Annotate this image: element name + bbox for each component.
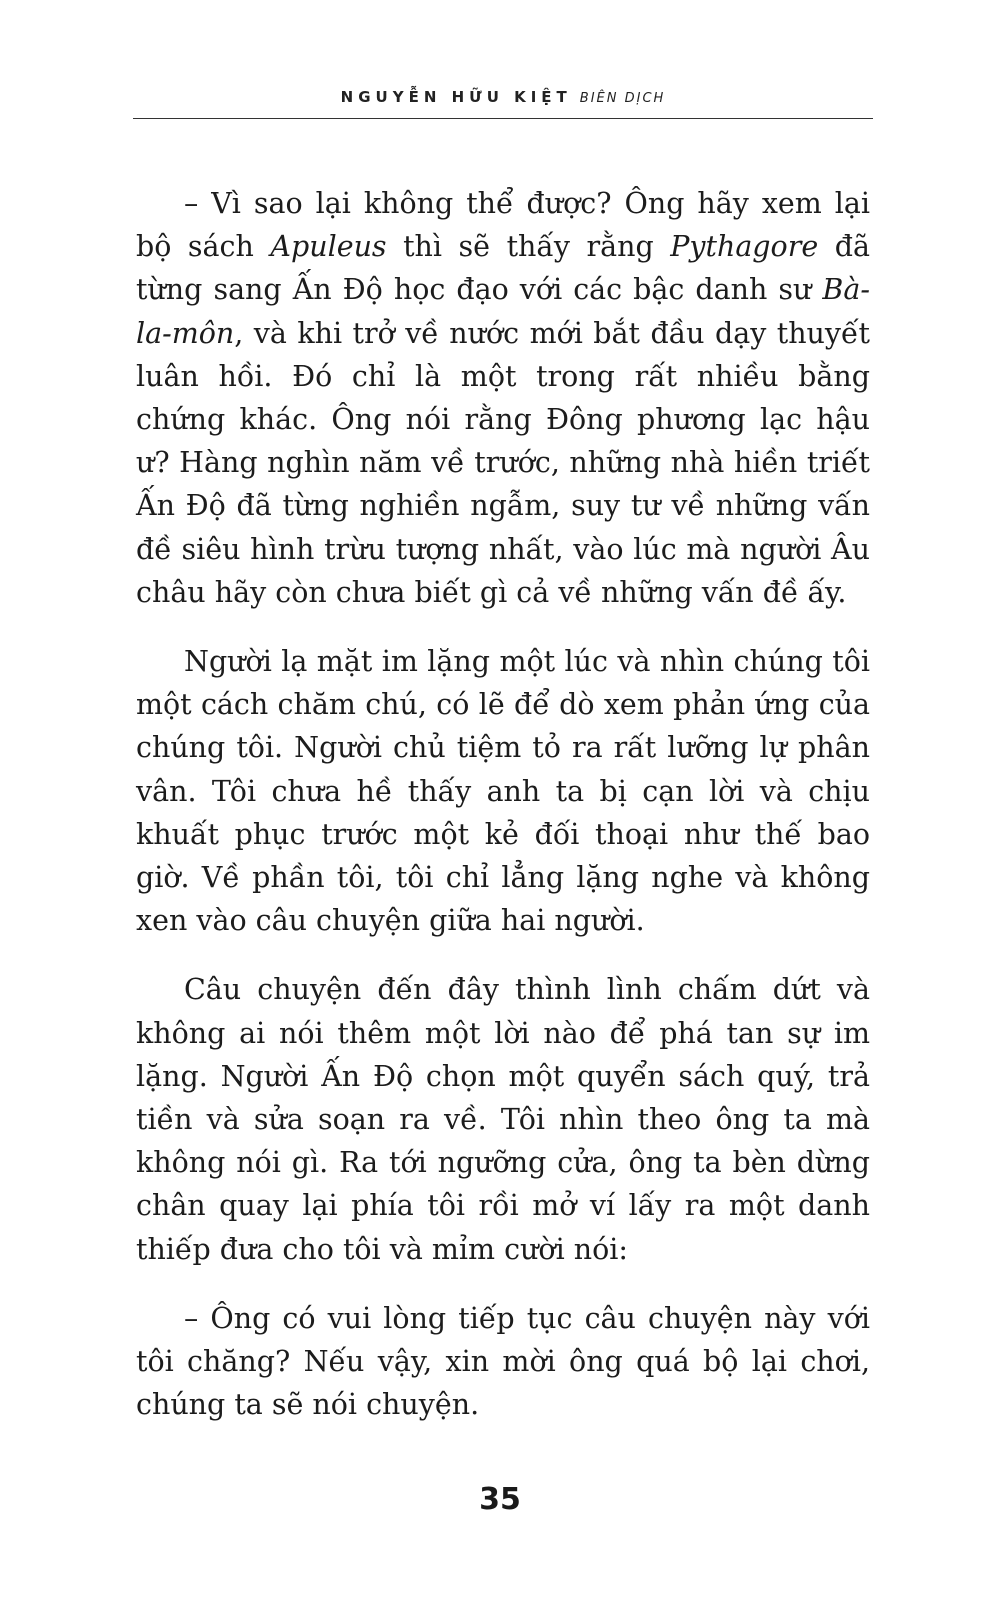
paragraph [136,640,870,942]
page-number: 35 [479,1482,521,1517]
header-rule [133,118,873,119]
running-head-role: BIÊN DỊCH [579,91,666,106]
text-run: , và khi trở về nước mới bắt đầu dạy thuyết luân hồi. Đó chỉ là một trong rất nhiều bằng chứng khác. Ông nói rằng Đông phương lạc hậu ư? Hàng nghìn năm về trước, những nhà hiền triết Ấn Độ đã từng nghiền ngẫm, suy tư về những vấn đề siêu hình trừu tượng nhất, vào lúc mà người Âu châu hãy còn chưa biết gì cả về những vấn đề ấy. [136,316,870,609]
italic-term: Apuleus [270,230,387,264]
text-run: Người lạ mặt im lặng một lúc và nhìn chúng tôi một cách chăm chú, có lẽ để dò xem phản ứng của chúng tôi. Người chủ tiệm tỏ ra rất lưỡng lự phân vân. Tôi chưa hề thấy anh ta bị cạn lời và chịu khuất phục trước một kẻ đối thoại như thế bao giờ. Về phần tôi, tôi chỉ lẳng lặng nghe và không xen vào câu chuyện giữa hai người. [136,645,870,938]
running-head [133,86,873,110]
text-run: – Vì sao lại không thể được? Ông hãy xem lại bộ sách [136,187,870,264]
text-run: thì sẽ thấy rằng [386,230,671,264]
paragraph [136,182,870,614]
text-run: – Ông có vui lòng tiếp tục câu chuyện này với tôi chăng? Nếu vậy, xin mời ông quá bộ lại chơi, chúng ta sẽ nói chuyện. [136,1301,870,1422]
italic-term: Pythagore [670,230,819,264]
text-run: Câu chuyện đến đây thình lình chấm dứt và không ai nói thêm một lời nào để phá tan sự im lặng. Người Ấn Độ chọn một quyển sách quý, trả tiền và sửa soạn ra về. Tôi nhìn theo ông ta mà không nói gì. Ra tới ngưỡng cửa, ông ta bèn dừng chân quay lại phía tôi rồi mở ví lấy ra một danh thiếp đưa cho tôi và mỉm cười nói: [136,973,870,1266]
running-head-author: NGUYỄN HỮU KIỆT [340,88,572,106]
text-run: đã từng sang Ấn Độ học đạo với các bậc danh sư [136,230,870,307]
paragraph [136,1297,870,1427]
italic-term: Bà-la-môn [136,273,870,350]
paragraph [136,968,870,1270]
body-text [136,182,870,1426]
